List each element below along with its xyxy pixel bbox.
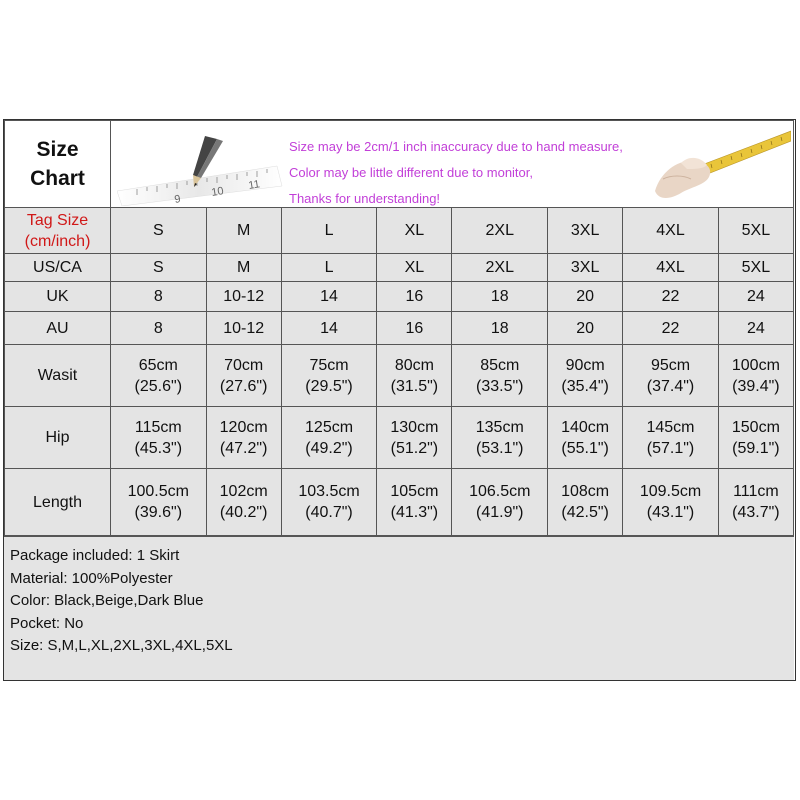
measure-inch: (43.7") bbox=[732, 504, 780, 521]
measure-cm: 103.5cm bbox=[298, 483, 360, 500]
size-cell: 4XL bbox=[623, 208, 719, 254]
tag-size-label bbox=[5, 208, 111, 254]
ruler-number: 11 bbox=[247, 178, 261, 192]
notice-banner bbox=[111, 121, 794, 208]
size-cell: 18 bbox=[452, 312, 548, 345]
measure-cm: 105cm bbox=[390, 483, 439, 500]
chart-title-line2: Chart bbox=[30, 167, 85, 190]
size-cell: S bbox=[111, 208, 207, 254]
size-cell: 8 bbox=[111, 312, 207, 345]
size-cell: 2XL bbox=[452, 208, 548, 254]
size-cell: 4XL bbox=[623, 254, 719, 282]
size-cell: 8 bbox=[111, 282, 207, 312]
detail-line: Package included: 1 Skirt bbox=[10, 547, 180, 564]
size-cell: 22 bbox=[623, 282, 719, 312]
measure-cell bbox=[452, 407, 548, 469]
size-cell: 3XL bbox=[548, 208, 623, 254]
size-cell: 14 bbox=[281, 312, 377, 345]
measure-inch: (40.2") bbox=[219, 504, 268, 521]
size-cell: S bbox=[111, 254, 207, 282]
measure-cell bbox=[206, 469, 281, 536]
row-label: Hip bbox=[5, 407, 111, 469]
measure-cm: 95cm bbox=[650, 356, 691, 374]
row-label: UK bbox=[5, 282, 111, 312]
measure-cm: 70cm bbox=[224, 356, 264, 374]
measure-cm: 80cm bbox=[394, 356, 434, 374]
row-label: AU bbox=[5, 312, 111, 345]
size-cell: 16 bbox=[377, 282, 452, 312]
size-cell: 2XL bbox=[452, 254, 548, 282]
measure-cell bbox=[548, 469, 623, 536]
measure-inch: (55.1") bbox=[561, 439, 609, 457]
size-cell: 5XL bbox=[718, 254, 793, 282]
row-label: US/CA bbox=[5, 254, 111, 282]
measure-cm: 135cm bbox=[475, 418, 524, 436]
measure-cell bbox=[377, 345, 452, 407]
measure-cm: 65cm bbox=[138, 356, 178, 374]
measure-cm: 120cm bbox=[219, 418, 268, 436]
measure-cell bbox=[718, 345, 793, 407]
measure-inch: (25.6") bbox=[134, 377, 183, 395]
measure-inch: (51.2") bbox=[390, 439, 439, 457]
measure-cm: 115cm bbox=[134, 418, 182, 436]
measure-inch: (45.3") bbox=[134, 439, 183, 457]
measure-cm: 75cm bbox=[309, 356, 349, 374]
notice-line: Thanks for understanding! bbox=[289, 191, 441, 206]
measure-cell bbox=[623, 345, 719, 407]
row-label: Length bbox=[5, 469, 111, 536]
length-row bbox=[5, 469, 794, 536]
measure-cell bbox=[281, 407, 377, 469]
measure-inch: (41.9") bbox=[476, 504, 524, 521]
measure-inch: (35.4") bbox=[561, 377, 609, 395]
notice-line: Color may be little different due to monitor, bbox=[289, 165, 533, 180]
tag-size-row bbox=[5, 208, 794, 254]
size-cell: 3XL bbox=[548, 254, 623, 282]
hand-tape-measure-icon bbox=[651, 129, 791, 201]
measure-cm: 100cm bbox=[731, 356, 780, 374]
size-cell: 20 bbox=[548, 282, 623, 312]
measure-inch: (42.5") bbox=[561, 504, 609, 521]
measure-cm: 125cm bbox=[305, 418, 354, 436]
row-label: Wasit bbox=[5, 345, 111, 407]
measure-inch: (49.2") bbox=[305, 439, 353, 457]
measure-cm: 102cm bbox=[219, 483, 268, 500]
ruler-number: 10 bbox=[210, 185, 225, 199]
measure-cm: 100.5cm bbox=[127, 483, 189, 500]
size-cell: 14 bbox=[281, 282, 377, 312]
measure-cell bbox=[548, 407, 623, 469]
measure-inch: (40.7") bbox=[305, 504, 353, 521]
chart-title-line1: Size bbox=[36, 138, 79, 161]
size-cell: 24 bbox=[718, 282, 793, 312]
measure-cell bbox=[281, 345, 377, 407]
measure-inch: (39.6") bbox=[134, 504, 183, 521]
measure-inch: (33.5") bbox=[476, 377, 524, 395]
measure-inch: (43.1") bbox=[646, 504, 695, 521]
ruler-pencil-icon bbox=[117, 131, 287, 206]
notice-text bbox=[289, 134, 623, 208]
measure-cm: 108cm bbox=[561, 483, 610, 500]
hip-row bbox=[5, 407, 794, 469]
us-ca-row bbox=[5, 254, 794, 282]
size-cell: XL bbox=[377, 208, 452, 254]
size-cell: L bbox=[281, 208, 377, 254]
notice-line: Size may be 2cm/1 inch inaccuracy due to hand measure, bbox=[289, 139, 623, 154]
size-cell: 18 bbox=[452, 282, 548, 312]
size-cell: 16 bbox=[377, 312, 452, 345]
measure-inch: (57.1") bbox=[646, 439, 695, 457]
size-cell: 22 bbox=[623, 312, 719, 345]
measure-inch: (47.2") bbox=[219, 439, 268, 457]
size-table bbox=[4, 120, 794, 536]
measure-cm: 130cm bbox=[390, 418, 439, 436]
size-cell: 10-12 bbox=[206, 312, 281, 345]
measure-cm: 90cm bbox=[565, 356, 605, 374]
size-cell: L bbox=[281, 254, 377, 282]
measure-inch: (41.3") bbox=[390, 504, 439, 521]
size-cell: XL bbox=[377, 254, 452, 282]
measure-inch: (59.1") bbox=[732, 439, 780, 457]
measure-cell bbox=[111, 345, 207, 407]
measure-cell bbox=[548, 345, 623, 407]
size-cell: 5XL bbox=[718, 208, 793, 254]
size-cell: 20 bbox=[548, 312, 623, 345]
measure-inch: (29.5") bbox=[305, 377, 353, 395]
measure-inch: (27.6") bbox=[219, 377, 268, 395]
measure-cm: 109.5cm bbox=[639, 483, 702, 500]
tag-size-label-line1: Tag Size bbox=[26, 211, 89, 229]
measure-cell bbox=[377, 469, 452, 536]
measure-cell bbox=[452, 345, 548, 407]
measure-cell bbox=[718, 407, 793, 469]
measure-inch: (39.4") bbox=[732, 377, 780, 395]
measure-cell bbox=[111, 469, 207, 536]
waist-row bbox=[5, 345, 794, 407]
chart-title bbox=[5, 121, 111, 208]
detail-line: Material: 100%Polyester bbox=[10, 569, 173, 587]
detail-line: Pocket: No bbox=[10, 614, 84, 632]
measure-cm: 140cm bbox=[561, 418, 610, 436]
measure-cell bbox=[377, 407, 452, 469]
size-cell: M bbox=[206, 254, 281, 282]
au-row bbox=[5, 312, 794, 345]
measure-cm: 85cm bbox=[480, 356, 520, 374]
ruler-number: 9 bbox=[173, 193, 182, 206]
measure-cell bbox=[452, 469, 548, 536]
measure-inch: (53.1") bbox=[476, 439, 524, 457]
uk-row bbox=[5, 282, 794, 312]
size-cell: M bbox=[206, 208, 281, 254]
header-row bbox=[5, 121, 794, 208]
measure-cell bbox=[718, 469, 793, 536]
size-cell: 24 bbox=[718, 312, 793, 345]
measure-cm: 150cm bbox=[731, 418, 780, 436]
tag-size-label-line2: (cm/inch) bbox=[24, 232, 91, 250]
measure-cell bbox=[206, 407, 281, 469]
measure-cm: 106.5cm bbox=[469, 483, 531, 500]
measure-cell bbox=[111, 407, 207, 469]
size-cell: 10-12 bbox=[206, 282, 281, 312]
size-chart bbox=[3, 119, 796, 681]
measure-cell bbox=[281, 469, 377, 536]
measure-cell bbox=[623, 407, 719, 469]
detail-line: Color: Black,Beige,Dark Blue bbox=[10, 592, 204, 609]
measure-cm: 111cm bbox=[733, 483, 779, 500]
measure-cell bbox=[206, 345, 281, 407]
measure-cell bbox=[623, 469, 719, 536]
detail-line: Size: S,M,L,XL,2XL,3XL,4XL,5XL bbox=[10, 637, 233, 654]
measure-inch: (37.4") bbox=[646, 377, 695, 395]
product-details bbox=[4, 536, 794, 680]
measure-cm: 145cm bbox=[646, 418, 695, 436]
measure-inch: (31.5") bbox=[390, 377, 439, 395]
